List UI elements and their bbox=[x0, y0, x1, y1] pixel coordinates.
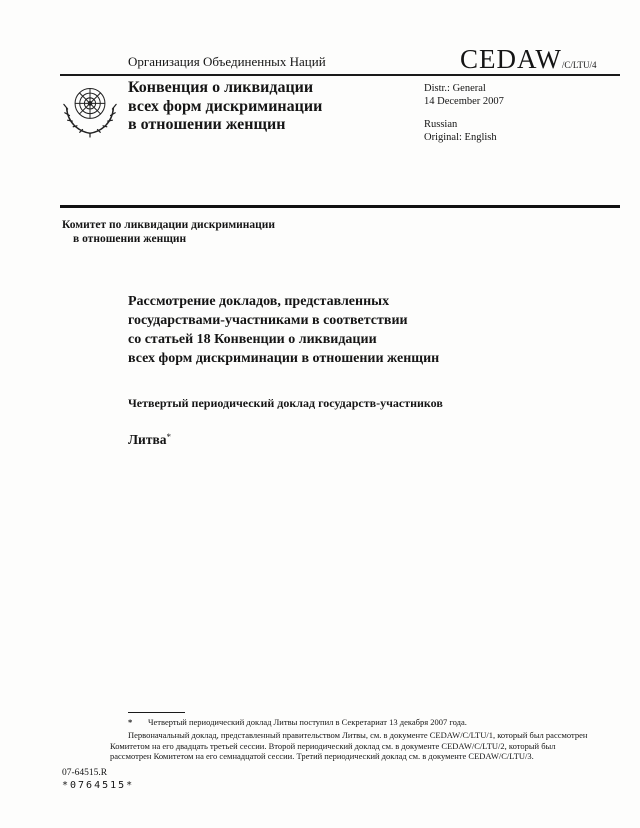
committee-line1: Комитет по ликвидации дискриминации bbox=[62, 219, 276, 231]
convention-title-line: в отношении женщин bbox=[128, 116, 286, 133]
report-subtitle: Четвертый периодический доклад государств-участников bbox=[128, 396, 443, 410]
distribution-block bbox=[424, 82, 604, 144]
convention-title-line: Конвенция о ликвидации bbox=[128, 79, 314, 96]
footnote-separator bbox=[128, 712, 185, 713]
footnote-reference: * bbox=[166, 432, 172, 442]
convention-title bbox=[128, 79, 398, 135]
footnote-line1: * Четвертый периодический доклад Литвы поступил в Секретариат 13 декабря 2007 года. bbox=[128, 717, 467, 727]
report-title-line: государствами-участниками в соответствии bbox=[128, 313, 408, 328]
section-rule bbox=[60, 205, 620, 208]
doc-symbol bbox=[460, 44, 630, 75]
committee-line2: в отношении женщин bbox=[73, 233, 187, 245]
header-rule bbox=[60, 74, 620, 76]
distr-language: Russian bbox=[424, 119, 458, 130]
distr-original: Original: English bbox=[424, 132, 497, 143]
doc-symbol-main: CEDAW bbox=[460, 44, 562, 74]
committee-name bbox=[62, 218, 382, 246]
report-title-line: Рассмотрение докладов, представленных bbox=[128, 294, 390, 309]
document-number: 07-64515.R bbox=[62, 768, 108, 778]
report-title-line: со статьей 18 Конвенции о ликвидации bbox=[128, 332, 377, 347]
doc-symbol-suffix: /C/LTU/4 bbox=[561, 60, 597, 70]
un-org-name: Организация Объединенных Наций bbox=[128, 54, 326, 69]
footnote-paragraph: Первоначальный доклад, представленный правительством Литвы, см. в документе CEDAW/C/LTU/1, который был рассмотрен Комитетом на его двадцать третьей сессии. Второй периодический доклад см. в документе CEDAW/C/LTU/2, который был рассмотрен Комитетом на его семнадцатой сессии. Третий периодический доклад см. в документе CEDAW/C/LTU/3. bbox=[110, 730, 588, 761]
distr-type: Distr.: General bbox=[424, 83, 486, 94]
distr-date: 14 December 2007 bbox=[424, 96, 504, 107]
footnote-marker: * bbox=[128, 717, 133, 727]
report-title bbox=[128, 292, 528, 368]
un-emblem-icon bbox=[62, 80, 118, 138]
report-title-line: всех форм дискриминации в отношении женщин bbox=[128, 351, 440, 366]
country-name: Литва* bbox=[128, 432, 172, 447]
barcode-text: *0764515* bbox=[62, 780, 135, 791]
convention-title-line: всех форм дискриминации bbox=[128, 97, 323, 115]
